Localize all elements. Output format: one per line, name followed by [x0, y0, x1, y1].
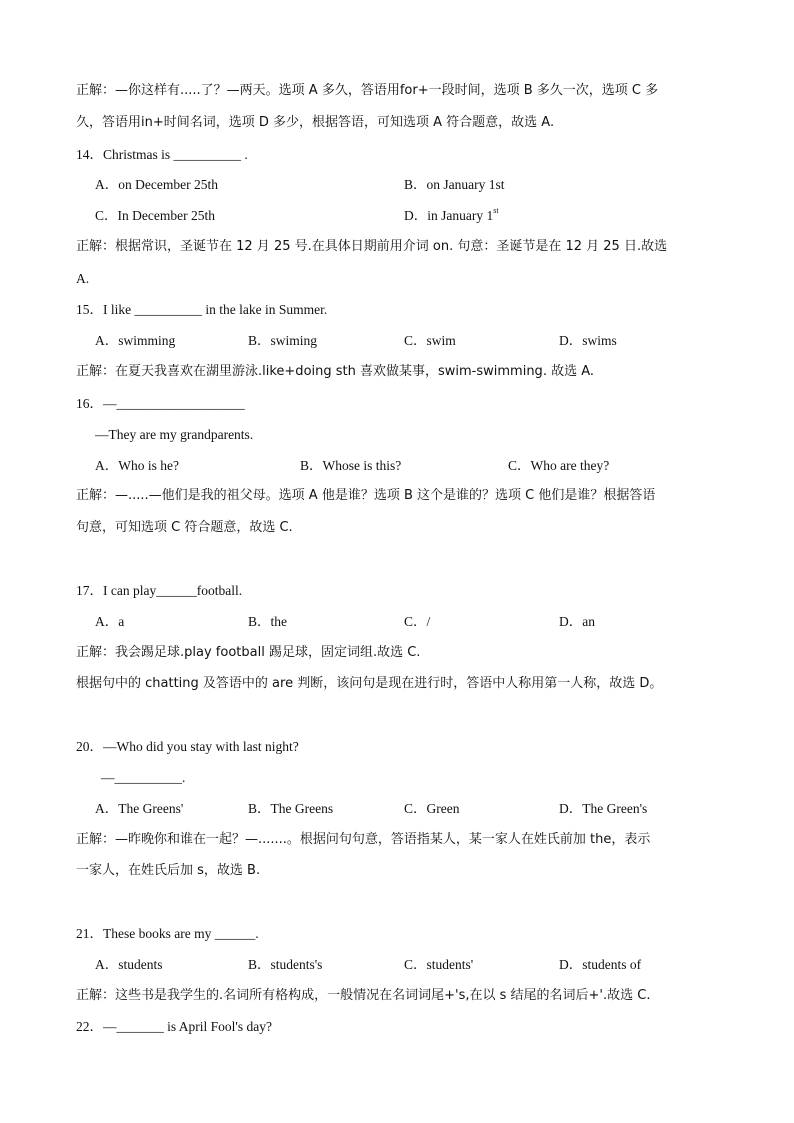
q14-option-d	[404, 206, 499, 226]
q16-explanation-line-2: 句意，可知选项 C 符合题意，故选 C.	[76, 520, 293, 535]
q20-option-d: D．The Green's	[559, 801, 648, 816]
q16-option-c: C．Who are they?	[508, 458, 610, 473]
q14-option-b: B．on January 1st	[404, 177, 505, 192]
q20-option-b: B．The Greens	[248, 801, 334, 816]
q15-option-a: A．swimming	[95, 333, 176, 348]
q14-option-d-text: D．in January 1	[404, 208, 494, 223]
q15-stem: 15．I like __________ in the lake in Summer.	[76, 302, 328, 317]
q17-explanation: 正解：我会踢足球.play football 踢足球，固定词组.故选 C.	[76, 645, 421, 660]
q20-option-a: A．The Greens'	[95, 801, 184, 816]
q14-option-a: A．on December 25th	[95, 177, 218, 192]
q14-explanation-line-1: 正解：根据常识，圣诞节在 12 月 25 号.在具体日期前用介词 on. 句意：圣诞节是在 12 月 25 日.故选	[76, 239, 668, 254]
q21-option-a: A．students	[95, 957, 163, 972]
q17-option-a: A．a	[95, 614, 125, 629]
q17-option-c: C．/	[404, 614, 431, 629]
q14-explanation-line-2: A.	[76, 271, 90, 286]
q16-stem: 16．—___________________	[76, 396, 245, 411]
q13-explanation-line-1: 正解：—你这样有.....了？—两天。选项 A 多久，答语用for+一段时间，选项 B 多久一次，选项 C 多	[76, 83, 659, 98]
q13-explanation-line-2: 久，答语用in+时间名词，选项 D 多少，根据答语，可知选项 A 符合题意，故选 A.	[76, 115, 555, 130]
q21-option-c: C．students'	[404, 957, 474, 972]
q20-answer-line: —__________.	[101, 770, 186, 785]
q21-option-b: B．students's	[248, 957, 323, 972]
q17-option-b: B．the	[248, 614, 287, 629]
q16-option-a: A．Who is he?	[95, 458, 179, 473]
q15-option-b: B．swiming	[248, 333, 318, 348]
q15-option-d: D．swims	[559, 333, 617, 348]
q14-option-c: C．In December 25th	[95, 208, 215, 223]
q20-explanation-line-1: 正解：—昨晚你和谁在一起？—.......。根据问句句意，答语指某人，某一家人在姓氏前加 the，表示	[76, 832, 651, 847]
q17-extra-note: 根据句中的 chatting 及答语中的 are 判断，该问句是现在进行时，答语中人称用第一人称，故选 D。	[76, 676, 663, 691]
q21-option-d: D．students of	[559, 957, 642, 972]
q20-option-c: C．Green	[404, 801, 460, 816]
q14-option-d-superscript: st	[493, 206, 499, 215]
q22-stem: 22．—_______ is April Fool's day?	[76, 1019, 272, 1034]
q21-stem: 21．These books are my ______.	[76, 926, 259, 941]
q16-answer-line: —They are my grandparents.	[95, 427, 254, 442]
q16-option-b: B．Whose is this?	[300, 458, 402, 473]
q15-explanation: 正解：在夏天我喜欢在湖里游泳.like+doing sth 喜欢做某事，swim-swimming. 故选 A.	[76, 364, 595, 379]
q17-stem: 17．I can play______football.	[76, 583, 243, 598]
q15-option-c: C．swim	[404, 333, 456, 348]
q20-explanation-line-2: 一家人，在姓氏后加 s，故选 B.	[76, 863, 261, 878]
q17-option-d: D．an	[559, 614, 595, 629]
q14-stem: 14．Christmas is __________ .	[76, 147, 248, 162]
q20-stem: 20．—Who did you stay with last night?	[76, 739, 299, 754]
q21-explanation: 正解：这些书是我学生的.名词所有格构成，一般情况在名词词尾+'s,在以 s 结尾的名词后+'.故选 C.	[76, 988, 651, 1003]
q16-explanation-line-1: 正解：—.....—他们是我的祖父母。选项 A 他是谁？选项 B 这个是谁的？选项 C 他们是谁？根据答语	[76, 488, 656, 503]
